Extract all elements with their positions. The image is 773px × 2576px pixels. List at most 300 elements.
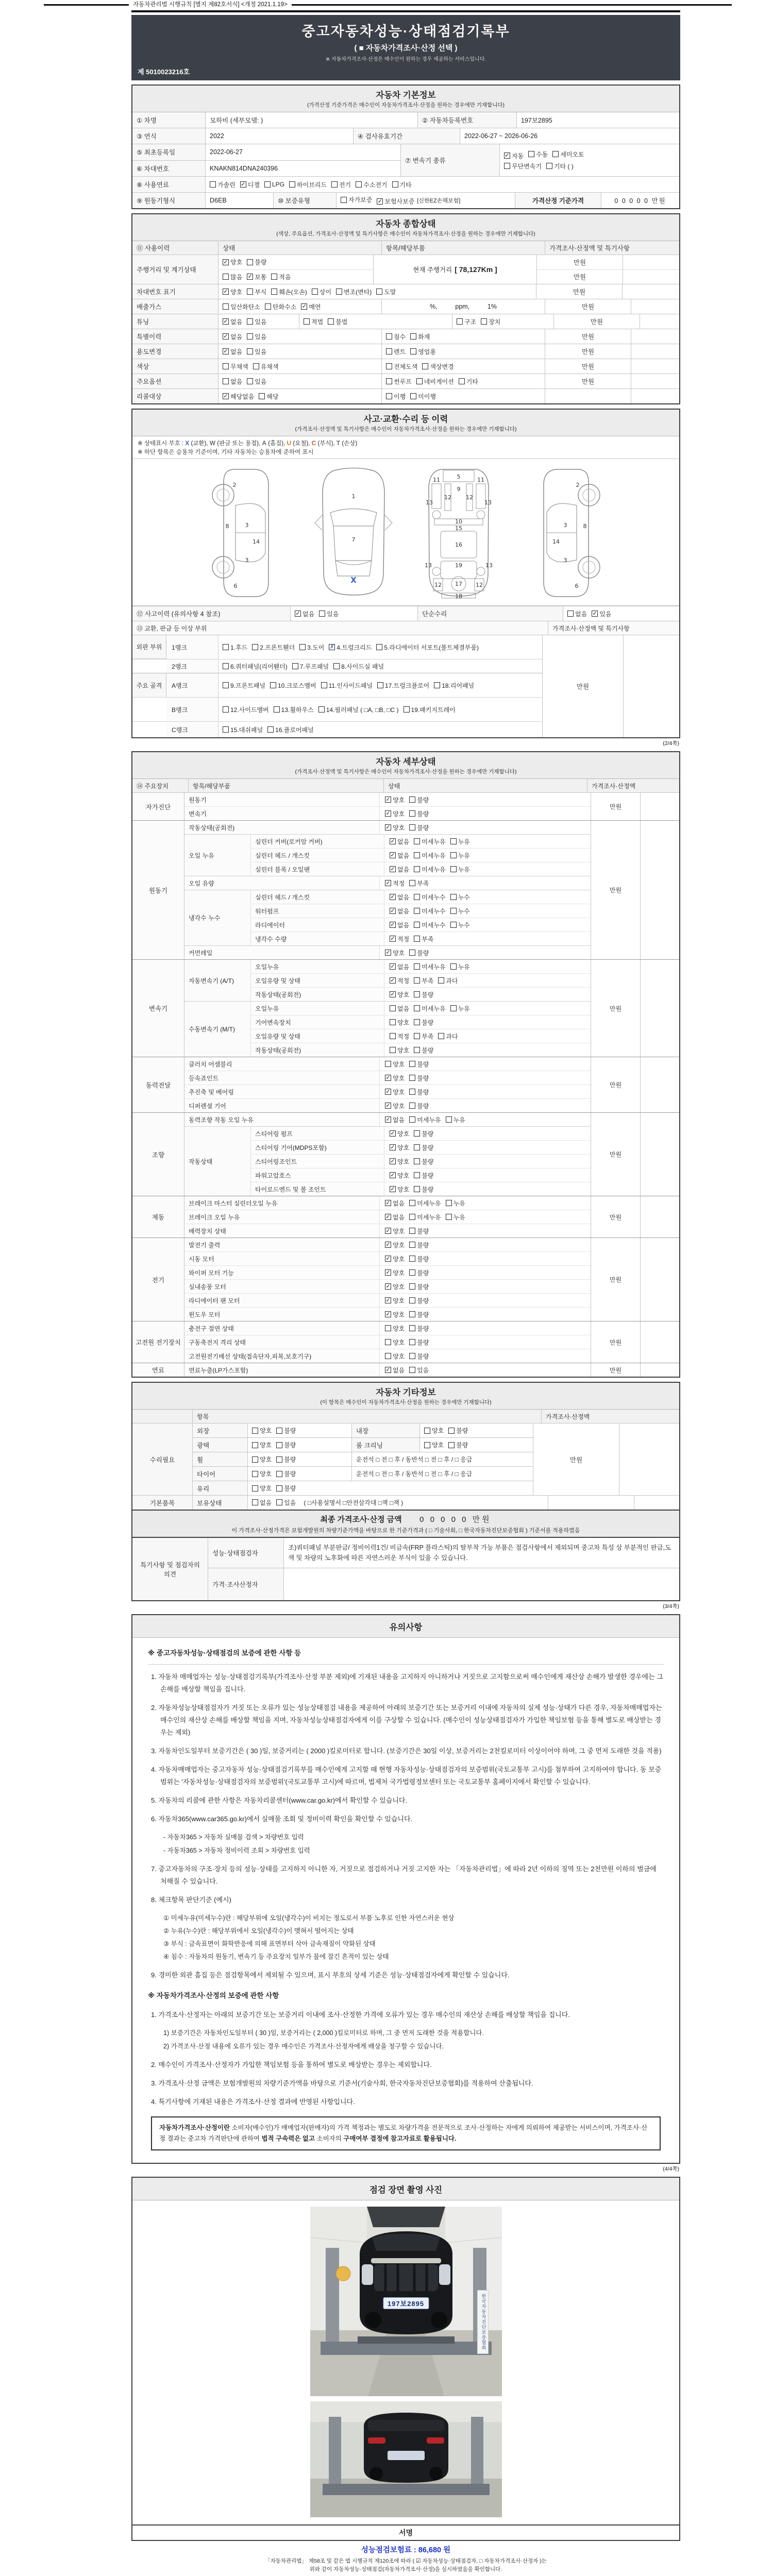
- price-cell: 만원: [591, 1057, 640, 1112]
- option-있음: [409, 1366, 429, 1375]
- checkbox-탄화수소[interactable]: [265, 303, 271, 310]
- checkbox-양호[interactable]: ✓: [385, 796, 391, 803]
- option-양호: [252, 1440, 272, 1449]
- checkbox-19.패키지트레이[interactable]: [404, 706, 410, 713]
- option-없음: [223, 332, 242, 341]
- checkbox-구조[interactable]: [457, 318, 463, 325]
- checklist-row: [251, 1002, 591, 1015]
- rankC-options: [219, 722, 542, 737]
- checkbox-보험사보증[interactable]: ✓: [377, 198, 382, 205]
- checkbox-양호[interactable]: ✓: [390, 1172, 395, 1178]
- checkbox-12.사이드멤버[interactable]: [223, 706, 229, 713]
- option-없음: [385, 1115, 405, 1124]
- mileage-item-label: 현재 주행거리: [413, 266, 452, 274]
- checkbox-양호[interactable]: ✓: [385, 1297, 391, 1303]
- item-options: [379, 1280, 591, 1293]
- option-19.패키지트레이: [404, 705, 456, 714]
- item-options: [379, 1363, 591, 1377]
- checkbox-자가보증[interactable]: [341, 197, 347, 203]
- checkbox-적정[interactable]: ✓: [385, 880, 391, 886]
- option-불량: [414, 1018, 433, 1027]
- option-label: 양호: [397, 1158, 410, 1165]
- final-price-band: [132, 1510, 679, 1537]
- checkbox-있음[interactable]: [247, 378, 253, 384]
- option-label: 2.프론트휀더: [260, 643, 295, 651]
- checkbox-있음[interactable]: [247, 318, 253, 325]
- checkbox-없음[interactable]: ✓: [385, 1367, 391, 1373]
- option-불량: [409, 1060, 429, 1069]
- checkbox-양호[interactable]: [252, 1442, 258, 1448]
- option-label: 불량: [417, 1060, 429, 1068]
- checkbox-불량[interactable]: [409, 1339, 415, 1345]
- diagram-number: 14: [552, 538, 560, 545]
- option-양호: [385, 1268, 405, 1277]
- checkbox-미세누수[interactable]: [414, 894, 420, 900]
- checkbox-불량[interactable]: [276, 1442, 282, 1448]
- legend-code-T: T: [336, 439, 341, 447]
- checkbox-미세누유[interactable]: [414, 838, 420, 844]
- checkbox-훼손(오손)[interactable]: [271, 289, 277, 295]
- checkbox-불량[interactable]: [409, 796, 415, 803]
- option-label: 자가보증: [348, 196, 373, 204]
- option-label: 이행: [394, 393, 406, 400]
- checkbox-양호[interactable]: [252, 1428, 258, 1434]
- checkbox-누유[interactable]: [446, 1116, 452, 1123]
- checkbox-불법[interactable]: [328, 318, 334, 325]
- checkbox-양호[interactable]: ✓: [385, 1075, 391, 1081]
- checkbox-기타[interactable]: [459, 378, 465, 384]
- checkbox-양호[interactable]: ✓: [390, 1158, 395, 1164]
- checkbox-없음[interactable]: ✓: [390, 852, 395, 858]
- checkbox-색상변경[interactable]: [422, 363, 428, 369]
- checkbox-7.루프패널[interactable]: [292, 663, 298, 669]
- checkbox-매연[interactable]: ✓: [301, 303, 307, 310]
- device-group-label: 변속기: [132, 960, 184, 1057]
- checkbox-해당없음[interactable]: ✓: [223, 393, 228, 399]
- checkbox-누유[interactable]: [450, 838, 457, 844]
- checkbox-미세누유[interactable]: [414, 1005, 420, 1011]
- checkbox-렌트[interactable]: [386, 348, 392, 354]
- option-있음: [247, 317, 266, 326]
- checkbox-일산화탄소[interactable]: [223, 303, 229, 310]
- checkbox-불량[interactable]: [409, 1075, 415, 1081]
- checkbox-양호[interactable]: ✓: [223, 289, 228, 295]
- option-label: 없음: [230, 348, 243, 355]
- checkbox-부족[interactable]: [414, 1033, 420, 1039]
- price-cell: 만원: [545, 359, 631, 374]
- option-label: 변조(변타): [343, 288, 372, 296]
- checkbox-도말[interactable]: [376, 289, 382, 295]
- checkbox-썬루프[interactable]: [386, 378, 392, 384]
- column-header-use-history: ⑪ 사용이력: [132, 241, 218, 255]
- option-색상변경: [422, 362, 453, 371]
- option-label: 훼손(오손): [279, 288, 307, 296]
- checkbox-8.사이드실 패널[interactable]: [333, 663, 340, 669]
- option-불량: [409, 1241, 429, 1249]
- checkbox-5.라디에이터 서포트(볼트체결부품)[interactable]: [376, 644, 382, 650]
- checkbox-누유[interactable]: [450, 963, 457, 970]
- checkbox-불량[interactable]: [409, 1242, 415, 1248]
- checklist-row: [251, 1043, 591, 1057]
- option-2.프론트휀더: [252, 643, 295, 652]
- checkbox-양호[interactable]: [385, 1325, 391, 1331]
- checkbox-전기[interactable]: [331, 181, 338, 188]
- field-value-vin: KNAKN814DNA240396: [205, 161, 400, 177]
- checkbox-있음[interactable]: [247, 348, 253, 354]
- recall-options: [218, 389, 381, 403]
- simple-repair-label: 단순수리: [417, 606, 563, 621]
- checkbox-화재[interactable]: [410, 333, 416, 340]
- checkbox-양호[interactable]: ✓: [385, 824, 391, 831]
- checkbox-LPG[interactable]: [264, 181, 271, 188]
- checkbox-자동[interactable]: ✓: [505, 152, 510, 159]
- rank1-options: [219, 635, 542, 659]
- legend-code-U: U: [287, 439, 292, 447]
- checkbox-적음[interactable]: [271, 274, 277, 280]
- car-diagram-underbody: [415, 465, 502, 600]
- checkbox-없음[interactable]: [252, 1499, 258, 1505]
- checkbox-불량[interactable]: [414, 1172, 420, 1178]
- checkbox-양호[interactable]: [385, 1339, 391, 1345]
- checkbox-해당[interactable]: [259, 393, 265, 399]
- checkbox-미이행[interactable]: [410, 393, 416, 399]
- checkbox-미세누유[interactable]: [414, 963, 420, 970]
- spec-cell: [631, 374, 679, 388]
- option-label: 있음: [599, 610, 612, 618]
- checkbox-기타[interactable]: [392, 181, 398, 188]
- checkbox-불량[interactable]: [247, 259, 253, 265]
- row-label-vin-mark: 차대번호 표기: [132, 284, 218, 299]
- checkbox-없음[interactable]: ✓: [390, 838, 395, 844]
- checkbox-불량[interactable]: [414, 1144, 420, 1150]
- checkbox-양호[interactable]: ✓: [385, 1228, 391, 1234]
- checkbox-불량[interactable]: [414, 1019, 420, 1025]
- checkbox-과다[interactable]: [438, 977, 444, 984]
- checkbox-불량[interactable]: [409, 1089, 415, 1095]
- checkbox-전체도색[interactable]: [386, 363, 392, 369]
- notice-subheader: ※ 중고자동차성능·상태점검의 보증에 관한 사항 등: [148, 1645, 664, 1665]
- option-label: 양호: [397, 1172, 410, 1179]
- spec-cell: [631, 344, 679, 359]
- option-label: 없음: [575, 610, 587, 618]
- checkbox-17.트렁크플로어[interactable]: [377, 682, 383, 688]
- checkbox-양호[interactable]: ✓: [390, 1144, 395, 1150]
- checkbox-네비게이션[interactable]: [416, 378, 423, 384]
- checkbox-장치[interactable]: [481, 318, 487, 325]
- accident-history-label: ⑫ 사고이력 (유의사항 4 참조): [132, 606, 290, 621]
- checkbox-3.도어[interactable]: [299, 644, 306, 650]
- checklist-row: [184, 1196, 591, 1210]
- checkbox-많음[interactable]: [223, 274, 229, 280]
- checkbox-누유[interactable]: [450, 1005, 457, 1011]
- option-영업용: [410, 347, 436, 356]
- checkbox-기타 ( )[interactable]: [546, 163, 552, 169]
- checkbox-양호[interactable]: ✓: [385, 1103, 391, 1109]
- checkbox-불량[interactable]: [409, 950, 415, 956]
- checkbox-보통[interactable]: ✓: [247, 274, 253, 280]
- option-label: 부족: [422, 1032, 434, 1040]
- checkbox-불량[interactable]: [409, 824, 415, 831]
- document-note: ※ 자동차가격조사·산정은 매수인이 원하는 경우 제공하는 서비스입니다.: [325, 57, 486, 62]
- checkbox-있음[interactable]: ✓: [592, 611, 597, 617]
- checkbox-영업용[interactable]: [410, 348, 416, 354]
- checkbox-과다[interactable]: [438, 1033, 444, 1039]
- checkbox-미세누수[interactable]: [414, 922, 420, 928]
- checkbox-양호[interactable]: [390, 1047, 396, 1053]
- option-label: 불량: [422, 1019, 434, 1026]
- checkbox-11.인사이드패널[interactable]: [321, 682, 327, 688]
- checkbox-양호[interactable]: ✓: [385, 1089, 391, 1095]
- checkbox-적정[interactable]: ✓: [390, 936, 395, 942]
- simple-repair-options: [563, 606, 679, 621]
- checkbox-불량[interactable]: [409, 1103, 415, 1109]
- tuning-type-options: [452, 314, 553, 329]
- subgroup-label: 수동변속기 (M/T): [184, 1002, 250, 1057]
- item-label: 브레이크 마스터 실린더오일 누유: [184, 1196, 379, 1210]
- checkbox-유채색[interactable]: [253, 363, 259, 369]
- repair-glass-options: [247, 1481, 533, 1495]
- option-label: 불량: [417, 1352, 429, 1360]
- checkbox-4.트렁크리드[interactable]: ✗: [329, 644, 334, 650]
- checkbox-불량[interactable]: [409, 1353, 415, 1359]
- checkbox-불량[interactable]: [409, 1228, 415, 1234]
- checkbox-누수[interactable]: [450, 908, 457, 914]
- option-label: 양호: [260, 1427, 272, 1434]
- checkbox-불량[interactable]: [409, 1256, 415, 1262]
- checkbox-없음[interactable]: ✓: [385, 1214, 391, 1220]
- checkbox-미세누유[interactable]: [409, 1214, 415, 1220]
- diagram-number: 1: [351, 493, 355, 500]
- option-양호: [385, 1255, 405, 1263]
- checkbox-적정[interactable]: [390, 1033, 396, 1039]
- checkbox-9.프론트패널[interactable]: [223, 682, 229, 688]
- checkbox-불량[interactable]: [414, 991, 420, 997]
- checkbox-없음[interactable]: ✓: [385, 1116, 391, 1123]
- checkbox-무채색[interactable]: [223, 363, 229, 369]
- checkbox-적법[interactable]: [304, 318, 310, 325]
- checkbox-양호[interactable]: ✓: [385, 1242, 391, 1248]
- checkbox-누유[interactable]: [446, 1200, 452, 1206]
- item-label: 오일누유: [251, 960, 384, 973]
- checkbox-양호[interactable]: ✓: [390, 991, 395, 997]
- option-불량: [409, 1088, 429, 1096]
- checkbox-6.쿼터패널(리어휀더)[interactable]: [223, 663, 229, 669]
- checkbox-부족[interactable]: [414, 936, 420, 942]
- item-label: 오일 유량: [184, 876, 379, 890]
- checkbox-누유[interactable]: [450, 852, 457, 858]
- checkbox-양호[interactable]: ✓: [385, 950, 391, 956]
- checkbox-세미오토[interactable]: [552, 151, 559, 157]
- diagram-number: 10: [455, 518, 462, 525]
- checkbox-양호[interactable]: ✓: [385, 1283, 391, 1290]
- checkbox-18.리어패널[interactable]: [434, 682, 440, 688]
- field-label-year: ③ 연식: [132, 128, 205, 144]
- transmission-options: [504, 150, 589, 160]
- option-불량: [409, 809, 429, 818]
- checkbox-부족[interactable]: [409, 880, 415, 886]
- checkbox-양호[interactable]: ✓: [385, 810, 391, 817]
- checkbox-불량[interactable]: [409, 1269, 415, 1276]
- field-value-inspection: 2022-06-27 ~ 2026-06-26: [460, 128, 679, 144]
- option-label: 미세누유: [417, 1213, 441, 1221]
- checkbox-불량[interactable]: [276, 1485, 282, 1492]
- checkbox-미세누수[interactable]: [414, 908, 420, 914]
- checkbox-없음[interactable]: ✓: [385, 1200, 391, 1206]
- item-options: [379, 1335, 591, 1349]
- checkbox-2.프론트휀더[interactable]: [252, 644, 258, 650]
- checkbox-있음[interactable]: [409, 1367, 415, 1373]
- checkbox-불량[interactable]: [409, 1311, 415, 1317]
- option-매연: [301, 302, 321, 311]
- checkbox-없음[interactable]: ✓: [390, 922, 395, 928]
- option-5.라디에이터 서포트(볼트체결부품): [376, 643, 479, 652]
- checkbox-미세누유[interactable]: [414, 852, 420, 858]
- option-label: 12.사이드멤버: [230, 706, 269, 714]
- option-양호: [385, 1352, 405, 1361]
- base-price-label: 가격산정 기준가격: [515, 193, 601, 208]
- option-3.도어: [299, 643, 324, 652]
- checkbox-없음[interactable]: [223, 378, 229, 384]
- checkbox-불량[interactable]: [414, 1158, 420, 1164]
- price-cell: 만원: [591, 1363, 640, 1377]
- item-options: [384, 960, 591, 973]
- option-label: 양호: [393, 1311, 405, 1318]
- checkbox-불량[interactable]: [448, 1442, 455, 1448]
- checkbox-누유[interactable]: [446, 1214, 452, 1220]
- checkbox-불량[interactable]: [414, 1130, 420, 1137]
- checkbox-양호[interactable]: ✓: [385, 1311, 391, 1317]
- checkbox-부족[interactable]: [414, 977, 420, 984]
- checkbox-1.후드[interactable]: [223, 644, 229, 650]
- option-label: 양호: [260, 1470, 272, 1478]
- checkbox-양호[interactable]: ✓: [390, 1186, 395, 1192]
- option-18.리어패널: [434, 681, 474, 690]
- diagram-number: 13: [425, 499, 433, 506]
- checkbox-디젤[interactable]: ✓: [241, 181, 246, 188]
- checkbox-없음[interactable]: ✓: [390, 963, 395, 970]
- checkbox-양호[interactable]: [424, 1428, 430, 1434]
- checkbox-있음[interactable]: [276, 1499, 282, 1505]
- checkbox-양호[interactable]: ✓: [385, 1269, 391, 1276]
- field-value-year: 2022: [205, 128, 353, 144]
- checkbox-양호[interactable]: [390, 1019, 396, 1025]
- checkbox-양호[interactable]: ✓: [223, 259, 228, 265]
- checkbox-없음[interactable]: ✓: [295, 611, 300, 617]
- checkbox-있음[interactable]: [247, 333, 253, 340]
- checkbox-수소전기[interactable]: [356, 181, 362, 188]
- checkbox-없음[interactable]: [390, 1005, 396, 1011]
- checkbox-없음[interactable]: [567, 611, 574, 617]
- checkbox-14.필러패널 ( □A, □B, □C )[interactable]: [318, 706, 325, 713]
- checklist-row: [251, 918, 591, 931]
- item-label: 오일유량 및 상태: [251, 974, 384, 987]
- checkbox-불량[interactable]: [276, 1456, 282, 1463]
- checkbox-없음[interactable]: ✓: [223, 318, 228, 325]
- checkbox-13.휠하우스[interactable]: [274, 706, 280, 713]
- checkbox-불량[interactable]: [276, 1428, 282, 1434]
- checkbox-10.크로스멤버[interactable]: [270, 682, 276, 688]
- option-없음: [390, 962, 409, 971]
- checkbox-누유[interactable]: [450, 866, 457, 872]
- option-label: 네비게이션: [424, 378, 454, 385]
- checkbox-수동[interactable]: [528, 151, 534, 157]
- checkbox-미세누유[interactable]: [409, 1116, 415, 1123]
- mileage-value: [ 78,127Km ]: [455, 265, 497, 274]
- checkbox-불량[interactable]: [414, 1186, 420, 1192]
- checkbox-가솔린[interactable]: [210, 181, 216, 188]
- checkbox-침수[interactable]: [386, 333, 392, 340]
- checkbox-있음[interactable]: [319, 611, 325, 617]
- checkbox-상이[interactable]: [312, 289, 318, 295]
- checkbox-16.플로어패널[interactable]: [267, 726, 274, 733]
- checkbox-없음[interactable]: ✓: [390, 908, 395, 914]
- checkbox-양호[interactable]: [252, 1456, 258, 1463]
- device-group-label: 원동기: [132, 821, 184, 959]
- checkbox-불량[interactable]: [448, 1428, 455, 1434]
- option-label: 불량: [417, 1241, 429, 1249]
- option-label: 불량: [417, 824, 429, 832]
- device-group-row: [132, 1112, 679, 1196]
- checkbox-적정[interactable]: ✓: [390, 977, 395, 984]
- checklist-row: [251, 904, 591, 918]
- checkbox-없음[interactable]: ✓: [223, 333, 228, 340]
- checkbox-불량[interactable]: [409, 1283, 415, 1290]
- checkbox-미세누유[interactable]: [414, 866, 420, 872]
- option-label: 7.루프패널: [299, 663, 329, 670]
- checklist-row: [184, 806, 591, 820]
- checkbox-누수[interactable]: [450, 922, 457, 928]
- price-cell: 만원: [542, 635, 623, 737]
- spec-cell: [640, 793, 679, 820]
- checkbox-양호[interactable]: [385, 1353, 391, 1359]
- option-양호: [252, 1484, 272, 1493]
- checkbox-불량[interactable]: [409, 810, 415, 817]
- checkbox-불량[interactable]: [409, 1297, 415, 1303]
- checkbox-양호[interactable]: [424, 1442, 430, 1448]
- checkbox-불량[interactable]: [414, 1047, 420, 1053]
- checkbox-무단변속기[interactable]: [504, 163, 510, 169]
- checkbox-양호[interactable]: [252, 1471, 258, 1477]
- checkbox-15.대쉬패널[interactable]: [223, 726, 229, 733]
- item-options: [384, 1029, 591, 1043]
- checkbox-양호[interactable]: [385, 1061, 391, 1067]
- option-label: 상이: [319, 288, 331, 296]
- option-label: 불량: [284, 1427, 296, 1434]
- repair-wheel-options: [247, 1452, 351, 1466]
- option-label: 누유: [458, 866, 470, 873]
- checkbox-누수[interactable]: [450, 894, 457, 900]
- checkbox-없음[interactable]: ✓: [390, 866, 395, 872]
- checkbox-불량[interactable]: [276, 1471, 282, 1477]
- checkbox-부식[interactable]: [247, 289, 253, 295]
- option-label: 미이행: [418, 393, 436, 400]
- checkbox-양호[interactable]: ✓: [385, 1256, 391, 1262]
- option-label: 불량: [417, 1074, 429, 1082]
- spec-cell: [634, 1496, 679, 1510]
- checkbox-변조(변타)[interactable]: [336, 289, 342, 295]
- checkbox-하이브리드[interactable]: [289, 181, 295, 188]
- checkbox-미세누유[interactable]: [409, 1200, 415, 1206]
- checkbox-불량[interactable]: [409, 1325, 415, 1331]
- checkbox-불량[interactable]: [409, 1061, 415, 1067]
- checkbox-없음[interactable]: ✓: [223, 348, 228, 354]
- checkbox-양호[interactable]: ✓: [390, 1130, 395, 1137]
- checkbox-없음[interactable]: ✓: [390, 894, 395, 900]
- item-options: [379, 1349, 591, 1363]
- checkbox-양호[interactable]: [252, 1485, 258, 1492]
- checkbox-이행[interactable]: [386, 393, 392, 399]
- checklist-row: [184, 1224, 591, 1238]
